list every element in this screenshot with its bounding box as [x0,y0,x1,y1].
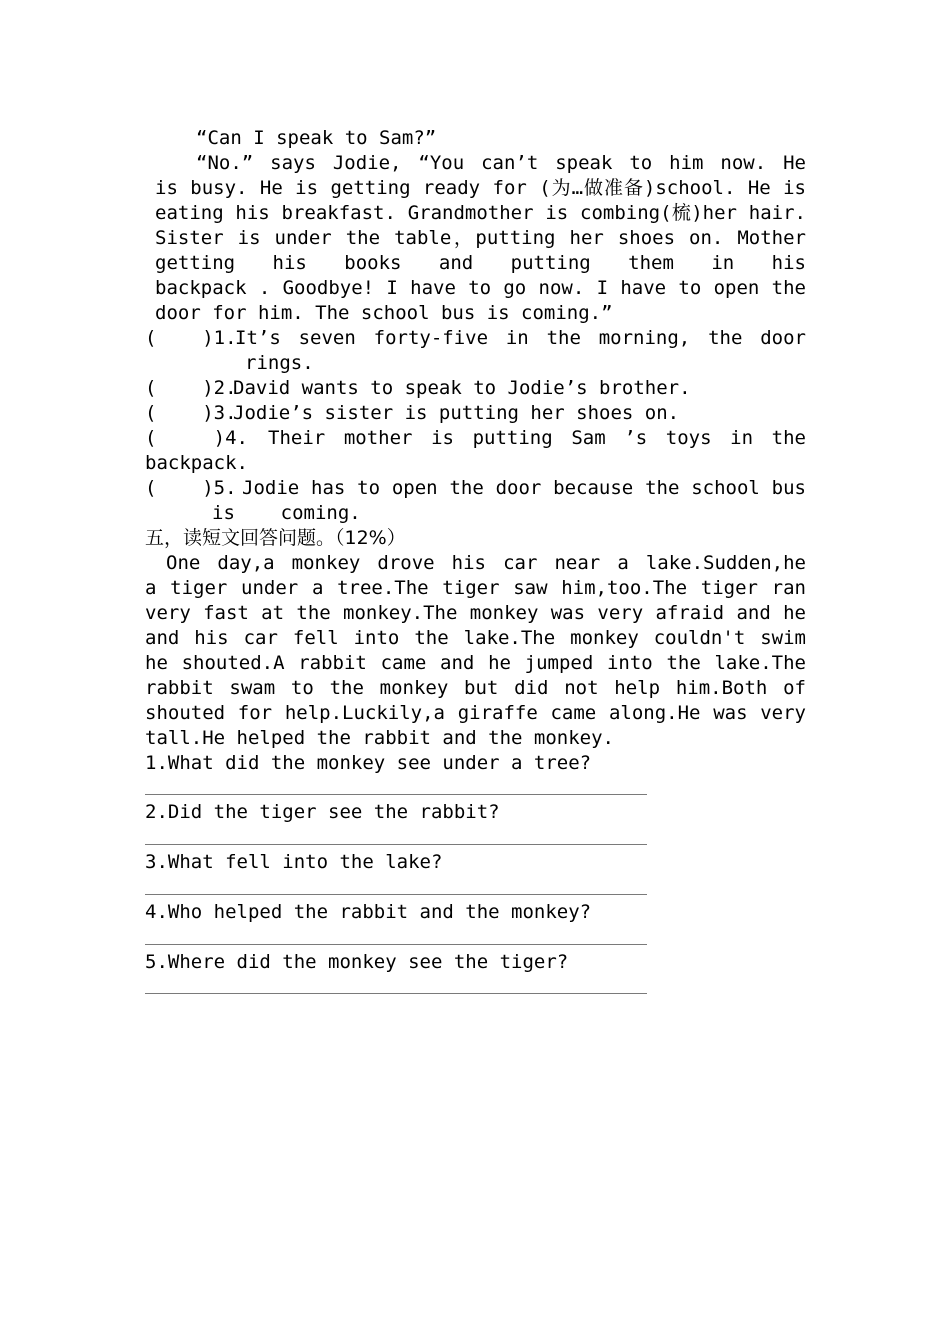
section5-line-6: rabbit swam to the monkey but did not help him.Both of [145,677,806,699]
tf-item-1-cont: rings. [245,352,314,374]
question-2: 2.Did the tiger see the rabbit? [145,801,500,823]
answer-line-2[interactable] [145,844,647,845]
tf-item-1-text: It’s seven forty-five in the morning, the door [235,327,806,349]
tf-item-2-text: David wants to speak to Jodie’s brother. [233,377,691,399]
section5-line-2: a tiger under a tree.The tiger saw him,too.The tiger ran [145,577,806,599]
question-4: 4.Who helped the rabbit and the monkey? [145,901,592,923]
answer-line-4[interactable] [145,944,647,945]
section5-line-8: tall.He helped the rabbit and the monkey. [145,727,614,749]
section5-line-5: he shouted.A rabbit came and he jumped into the lake.The [145,652,806,674]
tf-item-5-bracket: ( )5. [145,477,237,499]
answer-line-5[interactable] [145,993,647,994]
section5-line-7: shouted for help.Luckily,a giraffe came along.He was very [145,702,806,724]
tf-item-3-bracket: ( )3. [145,402,237,424]
tf-item-3-text: Jodie’s sister is putting her shoes on. [233,402,680,424]
tf-item-5-cont: is coming. [212,502,361,524]
passage1-line-6: getting his books and putting them in his [155,252,806,274]
section5-heading: 五，读短文回答问题。（12%） [145,527,406,549]
tf-item-4-cont: backpack. [145,452,248,474]
tf-item-4-bracket: ( )4. [145,427,248,449]
passage1-line-4: eating his breakfast. Grandmother is combing(梳)her hair. [155,202,806,224]
answer-line-1[interactable] [145,794,647,795]
section5-line-3: very fast at the monkey.The monkey was very afraid and he [145,602,806,624]
question-3: 3.What fell into the lake? [145,851,443,873]
tf-item-4-text: Their mother is putting Sam ’s toys in the [268,427,806,449]
passage1-line-2: “No.” says Jodie, “You can’t speak to him now. He [196,152,806,174]
tf-item-5-text: Jodie has to open the door because the school bus [242,477,806,499]
passage1-line-5: Sister is under the table，putting her shoes on. Mother [155,227,806,249]
passage1-line-1: “Can I speak to Sam?” [196,127,437,149]
question-5: 5.Where did the monkey see the tiger? [145,951,569,973]
answer-line-3[interactable] [145,894,647,895]
section5-line-1: One day,a monkey drove his car near a lake.Sudden,he [166,552,806,574]
passage1-line-8: door for him. The school bus is coming.” [155,302,613,324]
passage1-line-7: backpack . Goodbye! I have to go now. I have to open the [155,277,806,299]
section5-line-4: and his car fell into the lake.The monkey couldn't swim [145,627,806,649]
tf-item-2-bracket: ( )2. [145,377,237,399]
question-1: 1.What did the monkey see under a tree? [145,752,592,774]
passage1-line-3: is busy. He is getting ready for (为…做准备)school. He is [155,177,806,199]
tf-item-1-bracket: ( )1. [145,327,237,349]
